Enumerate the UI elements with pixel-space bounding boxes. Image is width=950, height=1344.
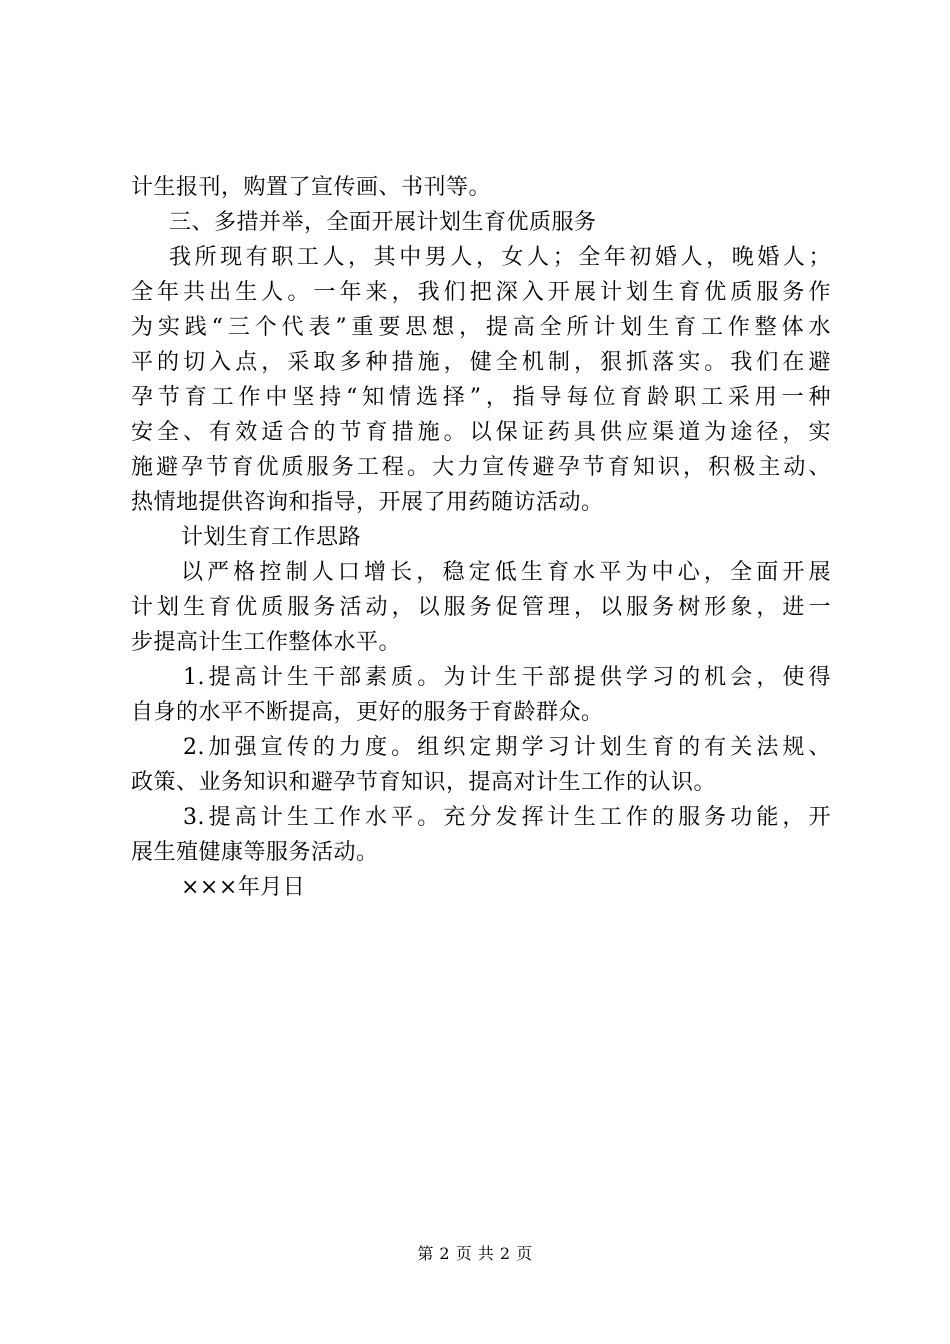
- text-line: 孕节育工作中坚持“知情选择”，指导每位育龄职工采用一种: [131, 385, 831, 410]
- text-line: 我所现有职工人，其中男人，女人；全年初婚人，晚婚人；: [169, 245, 831, 270]
- text-line: 计划生育优质服务活动，以服务促管理，以服务树形象，进一: [131, 595, 831, 620]
- date-line: ×××年月日: [181, 875, 306, 900]
- text-line: 施避孕节育优质服务工程。大力宣传避孕节育知识，积极主动、: [131, 455, 831, 480]
- document-body: [131, 170, 831, 905]
- section-heading: 计划生育工作思路: [181, 525, 362, 550]
- section-heading: 三、多措并举，全面开展计划生育优质服务: [169, 210, 597, 235]
- page-footer: [0, 1244, 950, 1264]
- text-line: 热情地提供咨询和指导，开展了用药随访活动。: [131, 490, 604, 515]
- text-line: 平的切入点，采取多种措施，健全机制，狠抓落实。我们在避: [131, 350, 831, 375]
- page-number: 第 2 页 共 2 页: [417, 1244, 533, 1263]
- text-line: 安全、有效适合的节育措施。以保证药具供应渠道为途径，实: [131, 420, 831, 445]
- text-line: 步提高计生工作整体水平。: [131, 630, 402, 655]
- text-line: 展生殖健康等服务活动。: [131, 840, 379, 865]
- text-line: 全年共出生人。一年来，我们把深入开展计划生育优质服务作: [131, 280, 831, 305]
- list-item: 2.加强宣传的力度。组织定期学习计划生育的有关法规、: [183, 735, 831, 760]
- text-line: 政策、业务知识和避孕节育知识，提高对计生工作的认识。: [131, 770, 717, 795]
- list-item: 1.提高计生干部素质。为计生干部提供学习的机会，使得: [183, 665, 831, 690]
- text-line: 计生报刊，购置了宣传画、书刊等。: [131, 175, 492, 200]
- text-line: 以严格控制人口增长，稳定低生育水平为中心，全面开展: [181, 560, 831, 585]
- list-item: 3.提高计生工作水平。充分发挥计生工作的服务功能，开: [183, 805, 831, 830]
- text-line: 为实践“三个代表”重要思想，提高全所计划生育工作整体水: [131, 315, 831, 340]
- text-line: 自身的水平不断提高，更好的服务于育龄群众。: [131, 700, 604, 725]
